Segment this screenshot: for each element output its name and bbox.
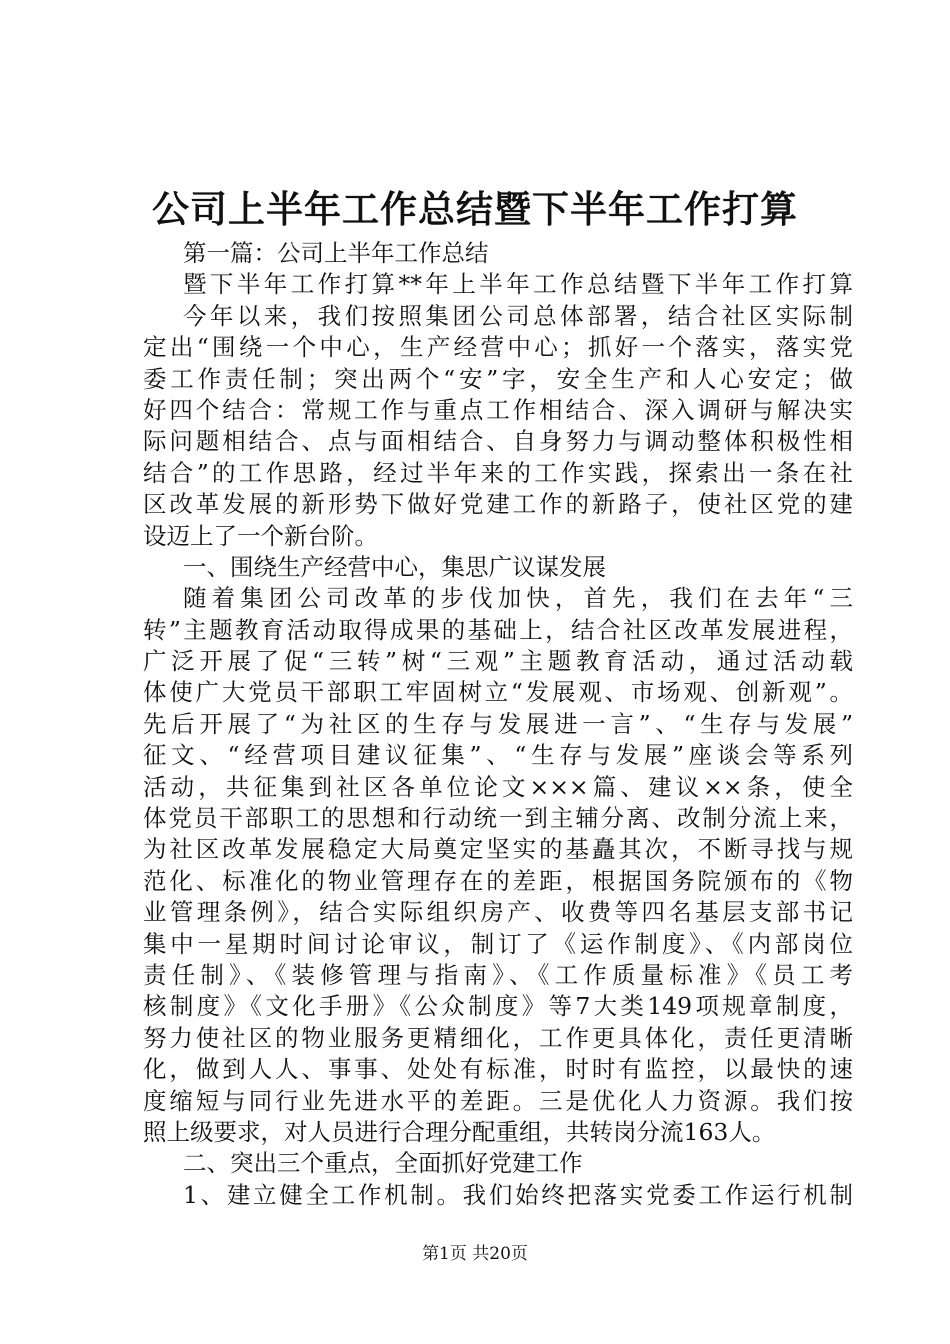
body-line: 范化、标准化的物业管理存在的差距，根据国务院颁布的《物: [143, 866, 853, 895]
body-line: 暨下半年工作打算**年上半年工作总结暨下半年工作打算: [183, 270, 853, 299]
body-line: 体党员干部职工的思想和行动统一到主辅分离、改制分流上来，: [143, 804, 853, 833]
body-line: 设迈上了一个新台阶。: [143, 521, 378, 550]
body-line: 活动，共征集到社区各单位论文×××篇、建议××条，使全: [143, 772, 853, 801]
body-line: 委工作责任制；突出两个“安”字，安全生产和人心安定；做: [143, 364, 853, 393]
page-footer: 第1页 共20页: [422, 1244, 528, 1264]
body-line: 核制度》《文化手册》《公众制度》等7大类149项规章制度，: [143, 992, 853, 1021]
body-line: 先后开展了“为社区的生存与发展进一言”、“生存与发展”: [143, 709, 853, 738]
body-line: 第一篇：公司上半年工作总结: [183, 239, 489, 267]
body-line: 结合”的工作思路，经过半年来的工作实践，探索出一条在社: [143, 458, 853, 487]
body-line: 为社区改革发展稳定大局奠定坚实的基矗其次，不断寻找与规: [143, 835, 853, 864]
body-line: 际问题相结合、点与面相结合、自身努力与调动整体积极性相: [143, 427, 853, 456]
body-line: 1、建立健全工作机制。我们始终把落实党委工作运行机制: [183, 1180, 853, 1209]
body-line: 随着集团公司改革的步伐加快，首先，我们在去年“三: [183, 584, 853, 613]
document-title: 公司上半年工作总结暨下半年工作打算: [152, 187, 798, 231]
document-body: [143, 238, 853, 1211]
body-line: 区改革发展的新形势下做好党建工作的新路子，使社区党的建: [143, 490, 853, 519]
body-line: 转”主题教育活动取得成果的基础上，结合社区改革发展进程，: [143, 615, 853, 644]
body-line: 照上级要求，对人员进行合理分配重组，共转岗分流163人。: [143, 1117, 776, 1146]
body-line: 体使广大党员干部职工牢固树立“发展观、市场观、创新观”。: [143, 678, 853, 707]
body-line: 努力使社区的物业服务更精细化，工作更具体化，责任更清晰: [143, 1023, 853, 1052]
body-line: 集中一星期时间讨论审议，制订了《运作制度》、《内部岗位: [143, 929, 853, 958]
body-line: 二、突出三个重点，全面抓好党建工作: [183, 1149, 583, 1178]
body-line: 化，做到人人、事事、处处有标准，时时有监控，以最快的速: [143, 1055, 853, 1084]
body-line: 一、围绕生产经营中心，集思广议谋发展: [183, 552, 606, 581]
body-line: 度缩短与同行业先进水平的差距。三是优化人力资源。我们按: [143, 1086, 853, 1115]
body-line: 今年以来，我们按照集团公司总体部署，结合社区实际制: [183, 301, 853, 330]
body-line: 业管理条例》，结合实际组织房产、收费等四名基层支部书记: [143, 898, 853, 927]
body-line: 定出“围绕一个中心，生产经营中心；抓好一个落实，落实党: [143, 333, 853, 362]
body-line: 征文、“经营项目建议征集”、“生存与发展”座谈会等系列: [143, 741, 853, 770]
body-line: 责任制》、《装修管理与指南》、《工作质量标准》《员工考: [143, 960, 853, 989]
body-line: 广泛开展了促“三转”树“三观”主题教育活动，通过活动载: [143, 647, 853, 676]
body-line: 好四个结合：常规工作与重点工作相结合、深入调研与解决实: [143, 395, 853, 424]
